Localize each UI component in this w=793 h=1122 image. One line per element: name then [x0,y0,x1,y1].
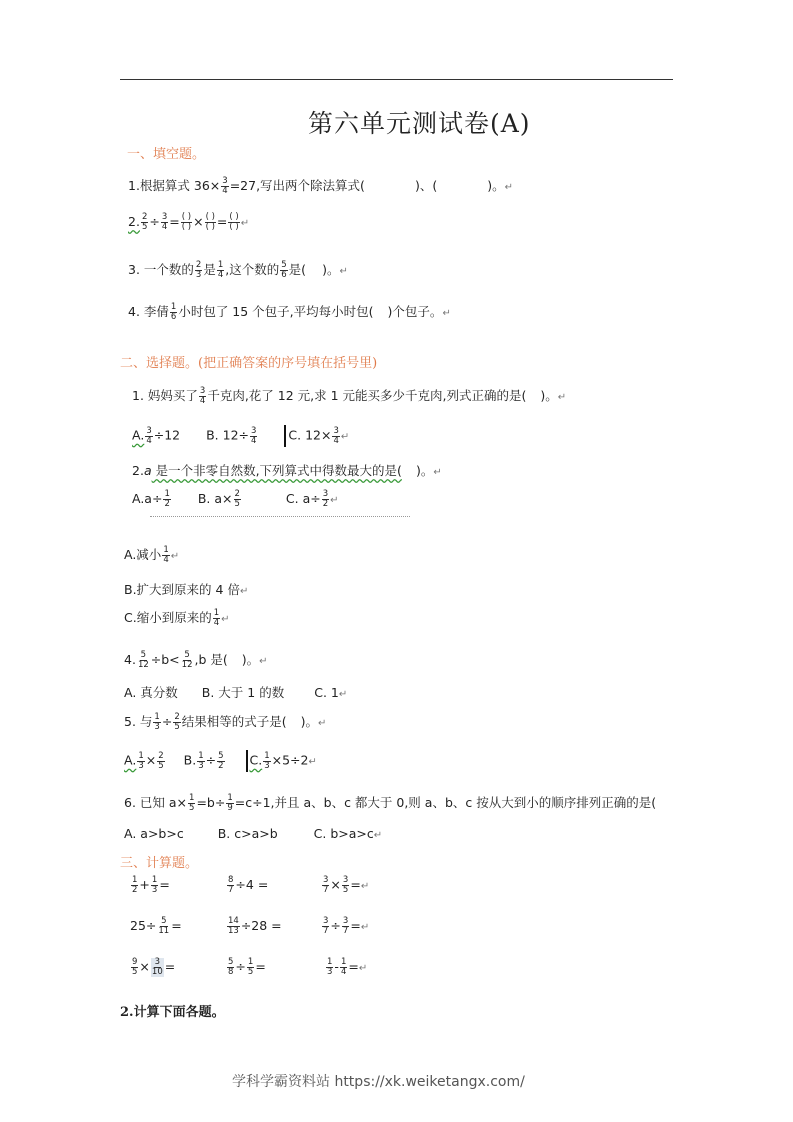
fraction: $\frac{2}{5}$ [141,212,148,232]
fraction: $\frac{5}{6}$ [281,260,287,280]
blank-fraction: $\frac{( )}{( )}$ [181,212,192,232]
choice-6: 6. 已知 a× $\frac{1}{5}$ =b÷ $\frac{1}{9}$ =c÷1,并且 a、b、c 都大于 0,则 a、b、c 按从大到小的顺序排列正确的是( [124,793,657,813]
fraction: $\frac{2}{5}$ [174,712,180,732]
choice-1: 1. 妈妈买了 $\frac{3}{4}$ 千克肉,花了 12 元,求 1 元能买多少千克肉,列式正确的是( )。↵ [132,386,567,406]
highlighted-fraction: $\frac{3}{10}$ [151,957,163,977]
fraction: $\frac{2}{5}$ [158,750,164,771]
cursor-bar [284,425,286,447]
section-fill-blank: 一、填空题。 [127,147,206,162]
fraction: $\frac{1}{3}$ [138,750,144,771]
choice-2-options: A.a÷ $\frac{1}{2}$ B. a× $\frac{2}{5}$ C. a÷ $\frac{3}{2}$ ↵ [132,489,339,509]
fraction: $\frac{1}{3}$ [198,750,204,771]
fraction: $\frac{3}{4}$ [161,212,168,232]
choice-1-options: A. $\frac{3}{4}$ ÷12 B. 12÷ $\frac{3}{4}$ C. 12× $\frac{3}{4}$ ↵ [132,425,350,446]
fraction: $\frac{2}{3}$ [195,260,202,280]
choice-2: 2.a 是一个非零自然数,下列算式中得数最大的是( )。↵ [132,463,442,478]
q-text: 2. [128,214,140,229]
calc-2: $\frac{8}{7}$ ÷4 = [228,875,269,895]
choice-5: 5. 与 $\frac{1}{3}$ ÷ $\frac{2}{5}$ 结果相等的式子是( )。↵ [124,712,327,732]
calc-5: $\frac{14}{13}$ ÷28 = [228,916,282,936]
fraction: $\frac{5}{12}$ [181,650,193,670]
footer-watermark: 学科学霸资料站 https://xk.weiketangx.com/ [232,1074,525,1090]
fraction: $\frac{5}{12}$ [137,650,149,670]
choice-3-option-c: C.缩小到原来的 $\frac{1}{4}$ ↵ [124,608,230,628]
calc-6: $\frac{3}{7}$ ÷ $\frac{3}{7}$ =↵ [323,916,370,936]
cursor-bar [246,750,248,772]
calc-7: $\frac{9}{5}$ × $\frac{3}{10}$ = [132,957,176,977]
calc-9: $\frac{1}{3}$ - $\frac{1}{4}$ =↵ [327,957,368,977]
question-1-3: 3. 一个数的 $\frac{2}{3}$ 是 $\frac{1}{4}$ ,这个数的 $\frac{5}{6}$ 是( )。↵ [128,260,348,280]
header-rule [120,79,673,80]
fraction: $\frac{1}{9}$ [227,793,233,813]
calc-1: $\frac{1}{2}$ + $\frac{1}{3}$ = [132,875,170,895]
blank-fraction: $\frac{( )}{( )}$ [229,212,239,232]
fraction: $\frac{3}{4}$ [251,425,257,446]
q-text: )。 [487,178,505,193]
fraction: $\frac{5}{2}$ [218,750,224,771]
q-text: =27,写出两个除法算式( [229,178,365,193]
page-title: 第六单元测试卷(A) [308,109,531,138]
section-calc: 三、计算题。 [120,856,199,871]
calc-3: $\frac{3}{7}$ × $\frac{3}{5}$ =↵ [323,875,370,895]
section-choice: 二、选择题。(把正确答案的序号填在括号里) [120,356,378,371]
cut-off-line [150,514,410,520]
fraction: $\frac{3}{4}$ [333,425,339,446]
fraction: $\frac{1}{3}$ [264,750,270,771]
fraction: $\frac{1}{4}$ [213,608,220,628]
choice-6-options: A. a>b>c B. c>a>b C. b>a>c↵ [124,826,383,841]
calc-8: $\frac{5}{8}$ ÷ $\frac{1}{5}$ = [228,957,266,977]
fraction: $\frac{3}{4}$ [146,425,152,446]
fraction: $\frac{1}{4}$ [163,545,169,565]
calc-4: 25÷ $\frac{5}{11}$ = [130,916,182,936]
choice-3-option-b: B.扩大到原来的 4 倍↵ [124,582,249,597]
fraction: $\frac{1}{3}$ [154,712,160,732]
fraction: $\frac{1}{2}$ [164,489,170,509]
question-1-4: 4. 李倩 $\frac{1}{6}$ 小时包了 15 个包子,平均每小时包( )个包子。↵ [128,302,451,322]
choice-5-options: A. $\frac{1}{3}$ × $\frac{2}{5}$ B. $\frac{1}{3}$ ÷ $\frac{5}{2}$ C. $\frac{1}{3}$ ×5÷2↵ [124,750,317,771]
fraction: $\frac{1}{6}$ [170,302,177,322]
fraction: $\frac{2}{5}$ [234,489,240,509]
q-text: )、( [414,178,438,193]
section-calc-2: 2.计算下面各题。 [120,1005,225,1020]
fraction: $\frac{1}{5}$ [189,793,195,813]
fraction: $\frac{3}{4}$ [222,176,228,196]
fraction: $\frac{3}{2}$ [322,489,329,509]
question-1-1: 1.根据算式 36× $\frac{3}{4}$ =27,写出两个除法算式( )、( )。↵ [128,176,513,196]
choice-3-option-a: A.减小 $\frac{1}{4}$ ↵ [124,545,180,565]
question-1-2: 2. $\frac{2}{5}$ ÷ $\frac{3}{4}$ = $\frac{( )}{( )}$ × $\frac{( )}{( )}$ = $\frac{( )}{( )}$ ↵ [128,212,250,232]
choice-4: 4. $\frac{5}{12}$ ÷b< $\frac{5}{12}$ ,b 是( )。↵ [124,650,268,670]
fraction: $\frac{1}{4}$ [217,260,224,280]
q-text: 1.根据算式 36× [128,178,221,193]
choice-4-options: A. 真分数 B. 大于 1 的数 C. 1↵ [124,685,348,700]
fraction: $\frac{3}{4}$ [199,386,206,406]
blank-fraction: $\frac{( )}{( )}$ [205,212,215,232]
